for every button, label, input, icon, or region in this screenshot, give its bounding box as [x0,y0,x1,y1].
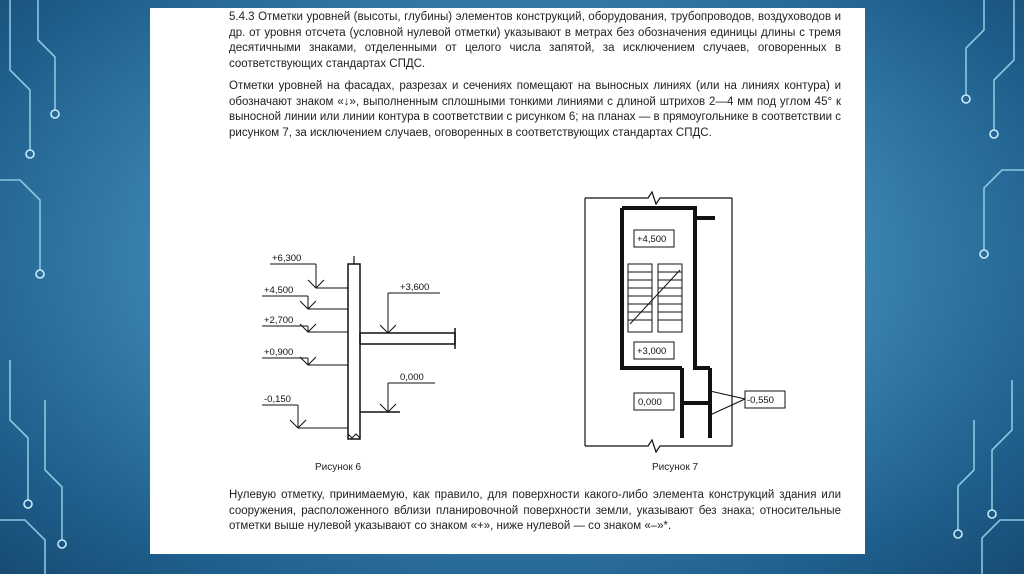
fig6-label-2700: +2,700 [264,315,294,326]
fig7-label-4500: +4,500 [637,234,667,245]
fig7-label-3000: +3,000 [637,346,667,357]
fig6-label-0900: +0,900 [264,347,294,358]
fig6-label-6300: +6,300 [272,253,302,264]
fig7-label-0000: 0,000 [638,397,662,408]
fig6-caption: Рисунок 6 [315,462,362,473]
figures-area [150,8,865,554]
paragraph-zero-mark: Нулевую отметку, принимаемую, как правило, для поверхности какого-либо элемента конструкций здания или сооружения, расположенного вблизи планировочной поверхности земли, указывают без знака; относительные отметки выше нулевой указывают со знаком «+», ниже нулевой — со знаком «–»*. [229,489,841,533]
paragraph-level-marks-rule: 5.4.3 Отметки уровней (высоты, глубины) элементов конструкций, оборудования, трубопроводов, воздуховодов и др. от уровня отсчета (условной нулевой отметки) указывают в метрах без обозначения единицы длины с тремя десятичными знаками, отделенными от целого числа запятой, за исключением случаев, оговоренных в соответствующих стандартах СПДС. [229,11,841,70]
fig6-label-3600: +3,600 [400,282,430,293]
fig6-label-4500: +4,500 [264,285,294,296]
fig7-caption: Рисунок 7 [652,462,699,473]
figure-7 [585,192,785,473]
fig6-label-minus0150: -0,150 [264,394,291,405]
circuit-decoration-right [874,0,1024,574]
figure-6 [262,253,455,473]
circuit-decoration-left [0,0,150,574]
paragraph-level-marks-facades: Отметки уровней на фасадах, разрезах и сечениях помещают на выносных линиях (или на линиях контура) и обозначают знаком «↓», выполненным сплошными тонкими линиями с длиной штрихов 2—4 мм под углом 45° к выносной линии или линии контура в соответствии с рисунком 6; на планах — в прямоугольнике в соответствии с рисунком 7, за исключением случаев, оговоренных в соответствующих стандартах СПДС. [229,80,841,139]
fig6-label-0000: 0,000 [400,372,424,383]
document-page [150,8,865,554]
fig7-label-minus0550: -0,550 [747,395,774,406]
